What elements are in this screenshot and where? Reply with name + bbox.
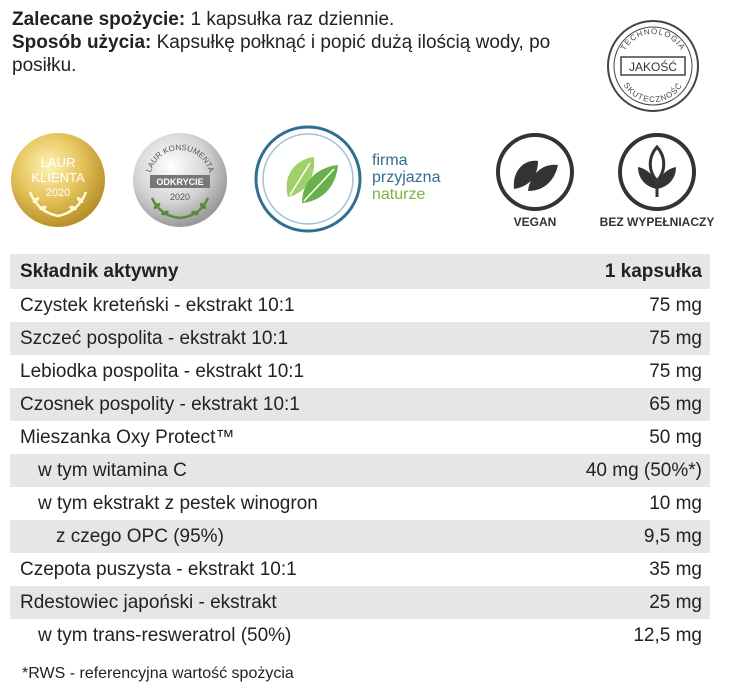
usage-label: Sposób użycia: — [12, 32, 152, 53]
table-row — [10, 322, 710, 355]
dose-label: Zalecane spożycie: — [12, 9, 186, 30]
ingredient-name: z czego OPC (95%) — [56, 525, 224, 547]
ingredient-name: w tym ekstrakt z pestek winogron — [38, 492, 318, 514]
seal-center-text: JAKOŚĆ — [628, 60, 678, 74]
table-row — [10, 454, 710, 487]
no-fillers-label: BEZ WYPEŁNIACZY — [599, 215, 715, 229]
eco-line3: naturze — [372, 186, 426, 203]
table-row — [10, 586, 710, 619]
table-row — [10, 487, 710, 520]
header-amount: 1 kapsułka — [604, 260, 702, 282]
table-header — [10, 254, 710, 289]
seal-top-text: TECHNOLOGIA — [618, 26, 688, 53]
ingredient-name: Szczeć pospolita - ekstrakt 10:1 — [20, 327, 289, 349]
eco-firm-text — [372, 152, 440, 203]
table-row — [10, 421, 710, 454]
ingredient-name: Lebiodka pospolita - ekstrakt 10:1 — [20, 360, 305, 382]
ingredient-amount: 50 mg — [649, 426, 702, 448]
ingredient-amount: 65 mg — [649, 393, 702, 415]
ingredients-table — [10, 254, 710, 652]
ingredient-amount: 9,5 mg — [643, 525, 702, 547]
eco-line2: przyjazna — [372, 169, 441, 186]
eco-leaf-logo-icon — [252, 123, 364, 235]
table-row — [10, 520, 710, 553]
ingredient-amount: 75 mg — [649, 294, 702, 316]
laur-klienta-medal-icon — [8, 130, 108, 230]
table-row — [10, 619, 710, 652]
ingredient-amount: 40 mg (50%*) — [585, 459, 702, 481]
laur-klienta-year: 2020 — [45, 187, 71, 199]
usage-info — [12, 8, 572, 77]
laur-klienta-line1: LAUR — [40, 155, 76, 170]
ingredient-amount: 35 mg — [649, 558, 702, 580]
header-ingredient: Składnik aktywny — [20, 260, 179, 282]
laur-konsumenta-year: 2020 — [169, 192, 191, 202]
ingredient-amount: 25 mg — [649, 591, 702, 613]
vegan-label: VEGAN — [513, 215, 557, 229]
table-row — [10, 553, 710, 586]
usage-value: Kapsułkę połknąć i popić dużą ilością wody, po posiłku. — [12, 32, 551, 76]
ingredient-amount: 12,5 mg — [633, 624, 702, 646]
badges-row — [0, 115, 736, 245]
ingredient-name: Czosnek pospolity - ekstrakt 10:1 — [20, 393, 300, 415]
dose-line — [12, 8, 572, 31]
ingredient-name: w tym trans-resweratrol (50%) — [38, 624, 292, 646]
usage-line — [12, 31, 572, 77]
laur-konsumenta-ribbon: ODKRYCIE — [156, 177, 204, 187]
table-row — [10, 355, 710, 388]
ingredient-name: Czystek kreteński - ekstrakt 10:1 — [20, 294, 295, 316]
ingredient-amount: 75 mg — [649, 327, 702, 349]
ingredient-amount: 10 mg — [649, 492, 702, 514]
no-fillers-leaf-icon — [616, 131, 698, 213]
seal-bottom-text: SKUTECZNOŚĆ — [621, 80, 685, 105]
dose-value: 1 kapsułka raz dziennie. — [185, 9, 395, 30]
eco-line1: firma — [372, 152, 408, 169]
vegan-leaf-icon — [494, 131, 576, 213]
quality-seal-icon — [603, 18, 703, 114]
ingredient-name: Czepota puszysta - ekstrakt 10:1 — [20, 558, 297, 580]
laur-klienta-line2: KLIENTA — [31, 170, 85, 185]
ingredient-amount: 75 mg — [649, 360, 702, 382]
ingredient-name: w tym witamina C — [38, 459, 187, 481]
footnote: *RWS - referencyjna wartość spożycia — [22, 665, 294, 682]
ingredient-name: Rdestowiec japoński - ekstrakt — [20, 591, 277, 613]
laur-konsumenta-medal-icon — [130, 130, 230, 230]
laur-konsumenta-arc: LAUR KONSUMENTA — [144, 142, 216, 174]
table-row — [10, 289, 710, 322]
ingredient-name: Mieszanka Oxy Protect™ — [20, 426, 235, 448]
table-row — [10, 388, 710, 421]
